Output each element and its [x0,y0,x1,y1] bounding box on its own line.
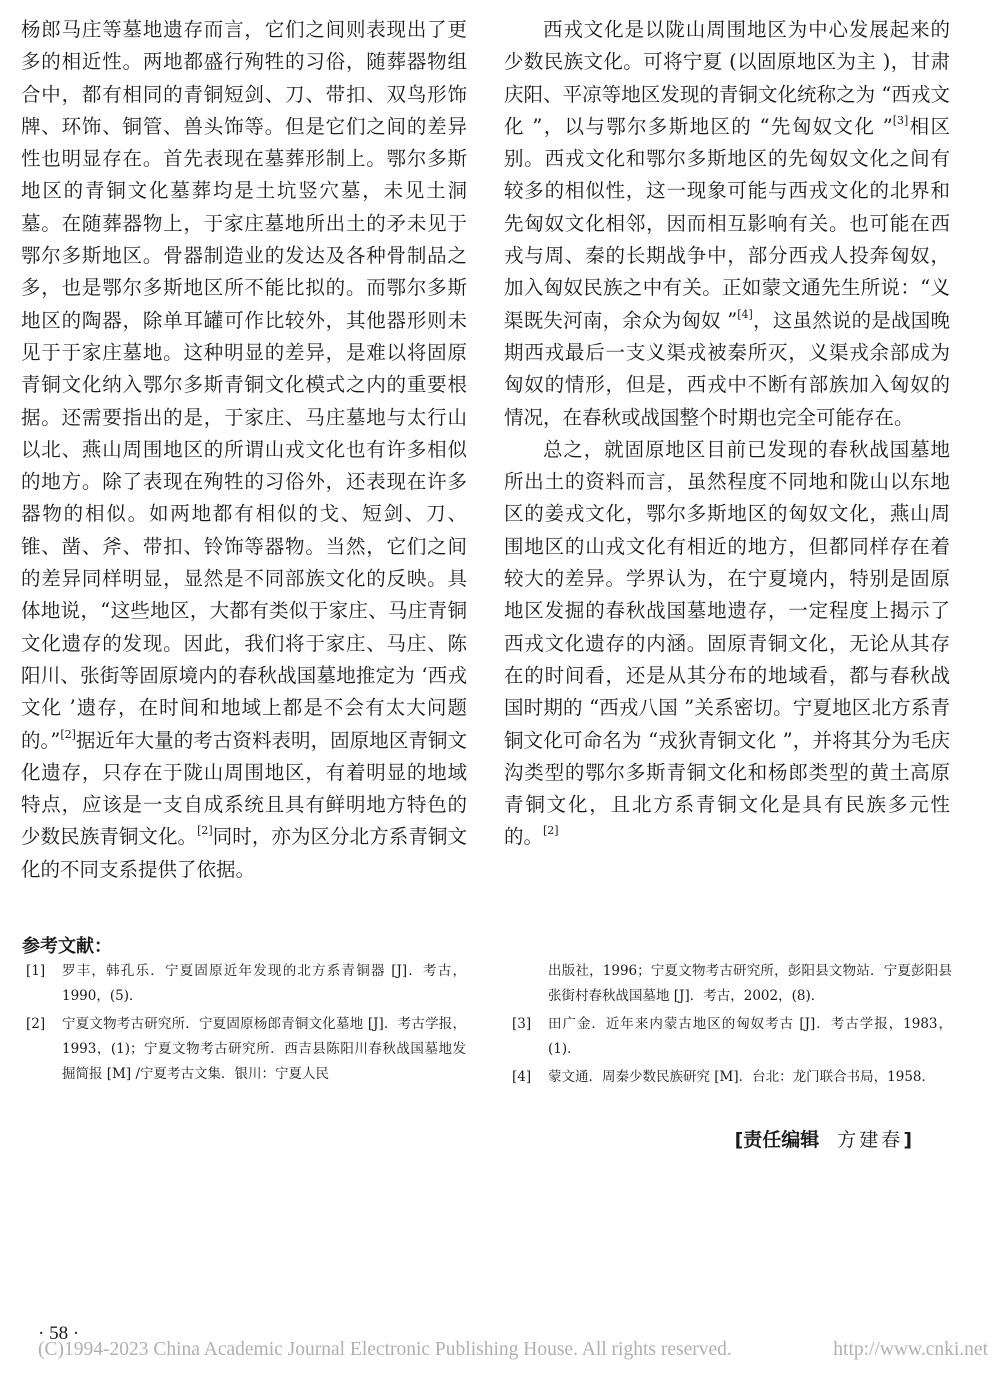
reference-number: [4] [512,1069,532,1085]
citation: [2] [543,824,559,838]
reference-number: [3] [512,1016,532,1032]
reference-continuation: 出版社，1996；宁夏文物考古研究所，彭阳县文物站．宁夏彭阳县张街村春秋战国墓地 [J]．考古，2002，(8)． [548,963,952,1004]
editor-close-bracket: ] [903,1129,912,1151]
body-paragraph: 西戎文化是以陇山周围地区为中心发展起来的少数民族文化。可将宁夏 (以固原地区为主 )，甘肃庆阳、平凉等地区发现的青铜文化统称之为 “西戎文化 ”，以与鄂尔多斯地区的 “先匈奴文化 ”[3]相区别。西戎文化和鄂尔多斯地区的先匈奴文化之间有较多的相似性，这一现象可能与西戎文化的北界和先匈奴文化相邻，因而相互影响有关。也可能在西戎与周、秦的长期战争中，部分西戎人投奔匈奴，加入匈奴民族之中有关。正如蒙文通先生所说：“义渠既失河南，余众为匈奴 ”[4]，这虽然说的是战国晚期西戎最后一支义渠戎被秦所灭，义渠戎余部成为匈奴的情形，但是，西戎中不断有部族加入匈奴的情况，在春秋或战国整个时期也完全可能存在。 [504,18,950,429]
references-left [26,959,466,1090]
citation: [2] [60,727,76,741]
copyright-text: (C)1994-2023 China Academic Journal Electronic Publishing House. All rights reserved. [38,1339,732,1360]
cnki-link[interactable]: http://www.cnki.net [833,1339,988,1360]
reference-number: [2] [26,1016,46,1032]
citation: [3] [892,113,909,127]
reference-number: [1] [26,963,46,979]
editor-label: [责任编辑 [734,1129,820,1151]
responsible-editor [735,1125,912,1152]
references-right [512,959,952,1093]
body-paragraph: 总之，就固原地区目前已发现的春秋战国墓地所出土的资料而言，虽然程度不同地和陇山以东地区的姜戎文化，鄂尔多斯地区的匈奴文化，燕山周围地区的山戎文化有相近的地方，但都同样存在着较大的差异。学界认为，在宁夏境内，特别是固原地区发掘的春秋战国墓地遗存，一定程度上揭示了西戎文化遗存的内涵。固原青铜文化，无论从其存在的时间看，还是从其分布的地域看，都与春秋战国时期的 “西戎八国 ”关系密切。宁夏地区北方系青铜文化可命名为 “戎狄青铜文化 ”，并将其分为毛庆沟类型的鄂尔多斯青铜文化和杨郎类型的黄土高原青铜文化，且北方系青铜文化是具有民族多元性的。[2] [504,437,950,849]
citation: [2] [197,824,213,838]
references-heading: 参考文献： [22,936,112,957]
citation: [4] [737,307,753,321]
reference-text: 宁夏文物考古研究所．宁夏固原杨郎青铜文化墓地 [J]．考古学报，1993，(1)；宁夏文物考古研究所．西吉县陈阳川春秋战国墓地发掘简报 [M] /宁夏考古文集．银川：宁夏人民 [62,1016,466,1082]
page-number: · 58 · [38,1323,80,1344]
right-column [504,14,950,854]
left-column [21,14,467,886]
reference-item [26,1012,466,1087]
reference-text: 田广金．近年来内蒙古地区的匈奴考古 [J]．考古学报，1983，(1)． [548,1016,952,1057]
body-paragraph: 杨郎马庄等墓地遗存而言，它们之间则表现出了更多的相近性。两地都盛行殉牲的习俗，随葬器物组合中，都有相同的青铜短剑、刀、带扣、双鸟形饰牌、环饰、铜管、兽头饰等。但是它们之间的差异性也明显存在。首先表现在墓葬形制上。鄂尔多斯地区的青铜文化墓葬均是土坑竖穴墓，未见土洞墓。在随葬器物上，于家庄墓地所出土的矛未见于鄂尔多斯地区。骨器制造业的发达及各种骨制品之多，也是鄂尔多斯地区所不能比拟的。而鄂尔多斯地区的陶器，除单耳罐可作比较外，其他器形则未见于于家庄墓地。这种明显的差异，是难以将固原青铜文化纳入鄂尔多斯青铜文化模式之内的重要根据。还需要指出的是，于家庄、马庄墓地与太行山以北、燕山周围地区的所谓山戎文化也有许多相似的地方。除了表现在殉牲的习俗外，还表现在许多器物的相似。如两地都有相似的戈、短剑、刀、锥、凿、斧、带扣、铃饰等器物。当然，它们之间的差异同样明显，显然是不同部族文化的反映。具体地说，“这些地区，大都有类似于家庄、马庄青铜文化遗存的发现。因此，我们将于家庄、马庄、陈阳川、张街等固原境内的春秋战国墓地推定为 ‘西戎文化 ’遗存，在时间和地域上都是不会有太大问题的。”[2]据近年大量的考古资料表明，固原地区青铜文化遗存，只存在于陇山周围地区，有着明显的地域特点，应该是一支自成系统且具有鲜明地方特色的少数民族青铜文化。[2]同时，亦为区分北方系青铜文化的不同支系提供了依据。 [21,18,467,881]
reference-text: 罗丰，韩孔乐．宁夏固原近年发现的北方系青铜器 [J]．考古，1990，(5)． [62,963,466,1004]
reference-item [26,959,466,1009]
editor-name: 方建春 [837,1129,904,1151]
reference-text: 蒙文通．周秦少数民族研究 [M]．台北：龙门联合书局，1958． [548,1069,936,1085]
reference-item [512,1065,952,1090]
copyright-footer [38,1339,988,1361]
reference-item [512,1012,952,1062]
